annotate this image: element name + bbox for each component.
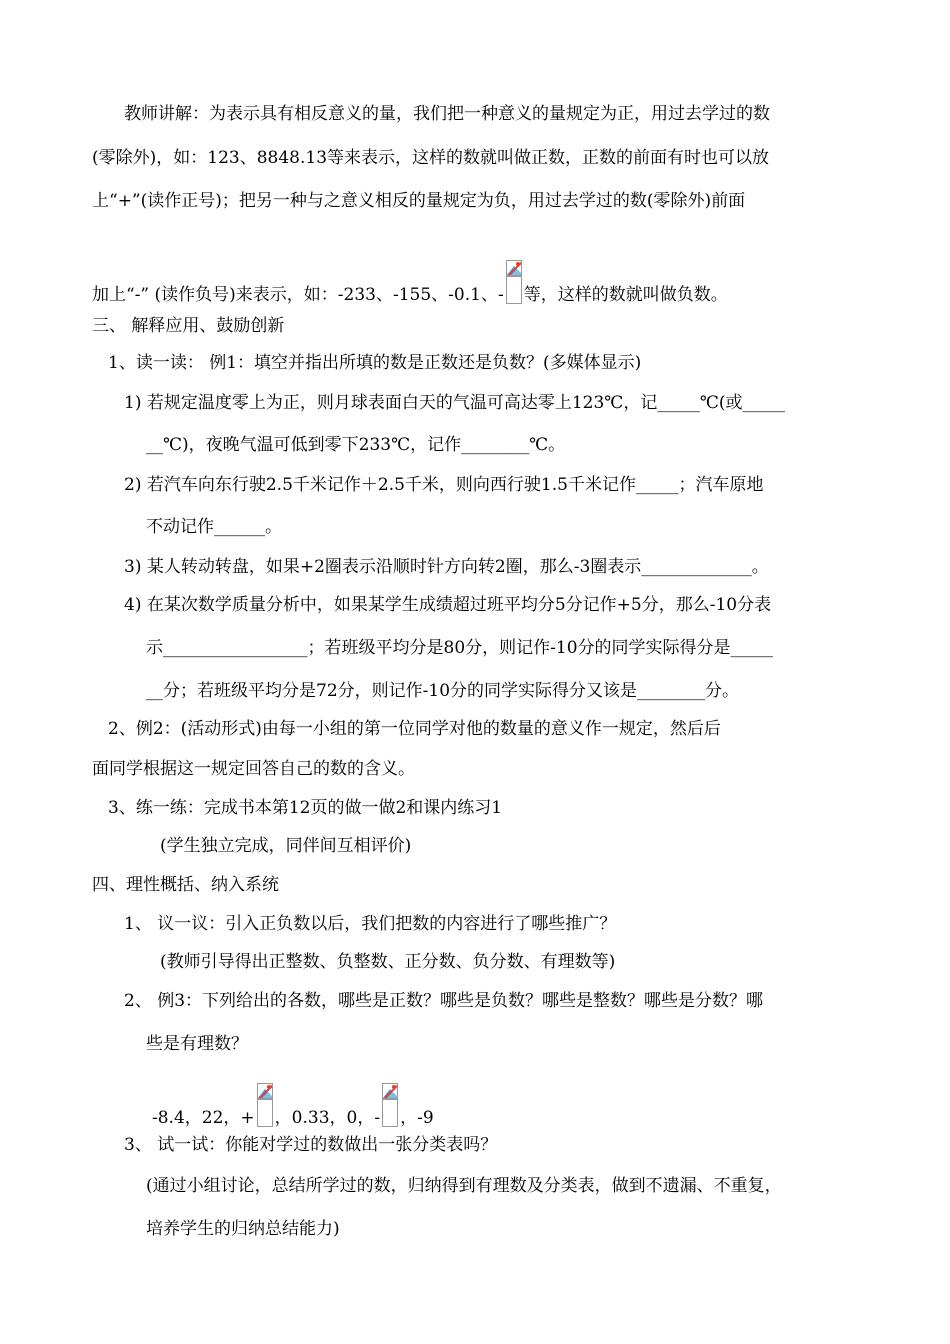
paragraph-line-2: (零除外)，如：123、8848.13等来表示，这样的数就叫做正数，正数的前面有时也可以放 [92,148,770,168]
example-3-line-b: 些是有理数？ [146,1034,248,1054]
question-4-line-b: 示_________________；若班级平均分是80分，则记作-10分的同学实际得分是_____ [146,638,774,658]
discuss-item-1: 1、 议一议：引入正负数以后，我们把数的内容进行了哪些推广？ [124,914,617,934]
broken-image-icon [256,1083,274,1129]
number-list-part-a: -8.4，22，+ [152,1108,255,1128]
section-heading-3: 三、 解释应用、鼓励创新 [92,316,285,336]
practice-3: 3、练一练：完成书本第12页的做一做2和课内练习1 [108,798,503,818]
paragraph-line-3: 上“+”(读作正号)；把另一种与之意义相反的量规定为负，用过去学过的数(零除外)前面 [92,191,746,211]
broken-image-icon [381,1083,399,1129]
number-list-part-c: ，-9 [400,1108,434,1128]
discuss-item-1-note: (教师引导得出正整数、负整数、正分数、负分数、有理数等) [160,952,616,972]
try-item-3: 3、 试一试：你能对学过的数做出一张分类表吗？ [124,1135,498,1155]
section-heading-4: 四、理性概括、纳入系统 [92,875,279,895]
paragraph-line-1: 教师讲解：为表示具有相反意义的量，我们把一种意义的量规定为正，用过去学过的数 [124,104,770,124]
number-list-part-b: ，0.33，0，- [274,1108,381,1128]
read-item-1: 1、读一读： 例1：填空并指出所填的数是正数还是负数？(多媒体显示) [108,353,642,373]
example-3-line-a: 2、 例3：下列给出的各数，哪些是正数？哪些是负数？哪些是整数？哪些是分数？哪 [124,991,764,1011]
paragraph-line-4 [92,260,728,306]
example-2-line-b: 面同学根据这一规定回答自己的数的含义。 [92,759,415,779]
question-4-line-a: 4) 在某次数学质量分析中，如果某学生成绩超过班平均分5分记作+5分，那么-10分表 [124,595,772,615]
example-2-line-a: 2、例2：(活动形式)由每一小组的第一位同学对他的数量的意义作一规定，然后后 [108,719,721,739]
question-3: 3) 某人转动转盘，如果+2圈表示沿顺时针方向转2圈，那么-3圈表示_____________。 [124,557,769,577]
try-item-3-note-b: 培养学生的归纳总结能力) [146,1219,340,1239]
paragraph-line-4-text-a: 加上“-” (读作负号)来表示，如：-233、-155、-0.1、- [92,285,504,305]
question-2-line-b: 不动记作______。 [146,517,282,537]
broken-image-icon [505,260,523,306]
question-4-line-c: __分；若班级平均分是72分，则记作-10分的同学实际得分又该是________分。 [146,681,740,701]
question-2-line-a: 2) 若汽车向东行驶2.5千米记作＋2.5千米，则向西行驶1.5千米记作_____；汽车原地 [124,475,764,495]
number-list [152,1083,434,1129]
question-1-line-b: __℃)，夜晚气温可低到零下233℃，记作________℃。 [146,435,566,455]
try-item-3-note-a: (通过小组讨论，总结所学过的数，归纳得到有理数及分类表，做到不遗漏、不重复， [146,1176,782,1196]
question-1-line-a: 1) 若规定温度零上为正，则月球表面白天的气温可高达零上123℃，记_____℃(或_____ [124,393,785,413]
paragraph-line-4-text-b: 等，这样的数就叫做负数。 [523,285,728,305]
practice-3-note: (学生独立完成，同伴间互相评价) [160,836,412,856]
